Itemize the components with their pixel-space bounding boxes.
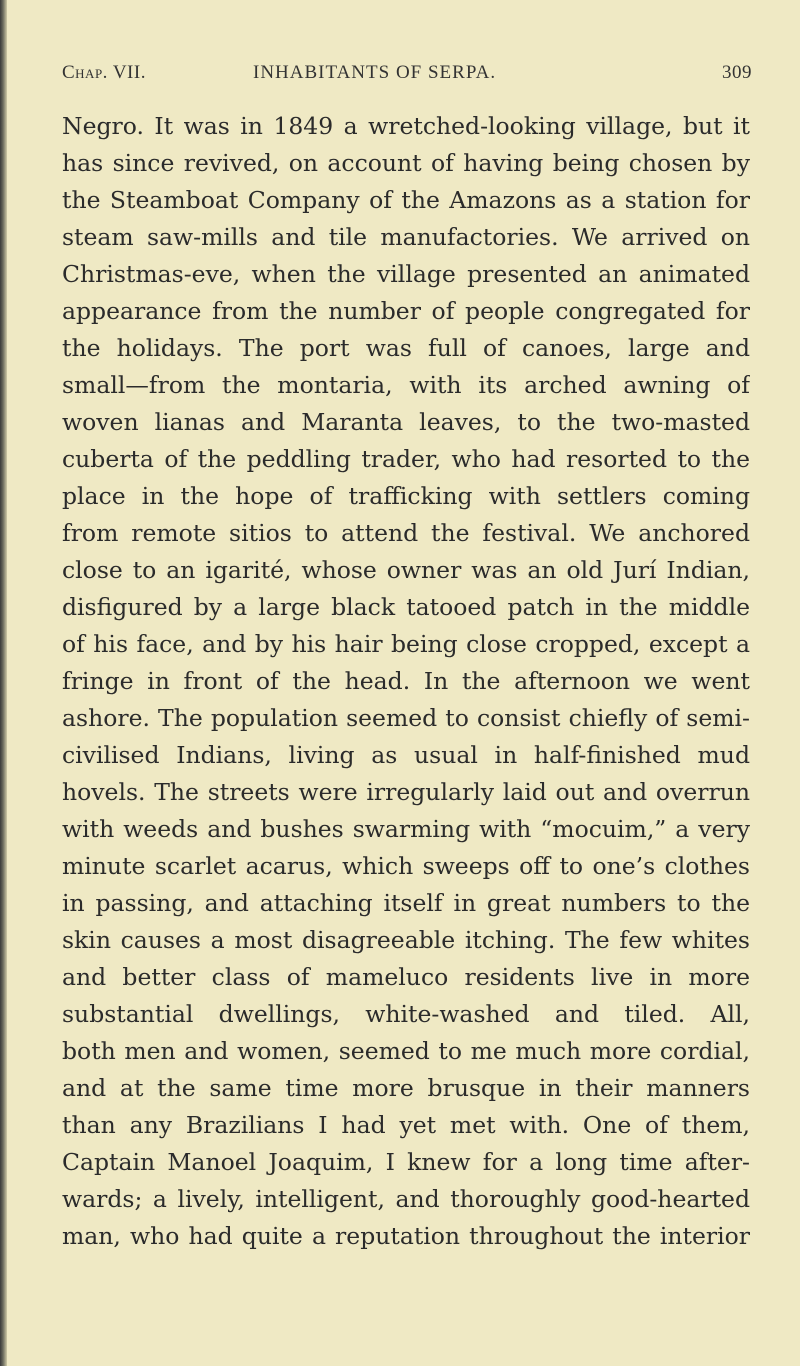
running-head	[62, 62, 752, 90]
text-line: steam saw-mills and tile manufactories. We arrived on	[62, 223, 750, 251]
text-line: disfigured by a large black tatooed patch in the middle	[62, 593, 750, 621]
body-text	[62, 108, 750, 1255]
text-line: appearance from the number of people congregated for	[62, 297, 750, 325]
text-line: skin causes a most disagreeable itching. The few whites	[62, 926, 750, 954]
text-line: civilised Indians, living as usual in half-finished mud	[62, 741, 750, 769]
text-line: has since revived, on account of having being chosen by	[62, 149, 750, 177]
text-line: minute scarlet acarus, which sweeps off to one’s clothes	[62, 852, 750, 880]
text-line: with weeds and bushes swarming with “mocuim,” a very	[62, 815, 750, 843]
text-line: cuberta of the peddling trader, who had resorted to the	[62, 445, 750, 473]
text-line: from remote sitios to attend the festival. We anchored	[62, 519, 750, 547]
text-line: Negro. It was in 1849 a wretched-looking village, but it	[62, 112, 750, 140]
text-line: small—from the montaria, with its arched awning of	[62, 371, 750, 399]
binding-edge	[0, 0, 7, 1366]
running-title: INHABITANTS OF SERPA.	[253, 62, 497, 83]
text-line: hovels. The streets were irregularly laid out and overrun	[62, 778, 750, 806]
text-line: close to an igarité, whose owner was an old Jurí Indian,	[62, 556, 750, 584]
text-line: ashore. The population seemed to consist chiefly of semi-	[62, 704, 750, 732]
page-number: 309	[722, 62, 752, 83]
text-line: the Steamboat Company of the Amazons as a station for	[62, 186, 750, 214]
text-line: Christmas-eve, when the village presented an animated	[62, 260, 750, 288]
text-line: both men and women, seemed to me much more cordial,	[62, 1037, 750, 1065]
text-line: the holidays. The port was full of canoes, large and	[62, 334, 750, 362]
text-line: than any Brazilians I had yet met with. One of them,	[62, 1111, 750, 1139]
text-line: of his face, and by his hair being close cropped, except a	[62, 630, 750, 658]
text-line: and at the same time more brusque in their manners	[62, 1074, 750, 1102]
text-line: in passing, and attaching itself in great numbers to the	[62, 889, 750, 917]
text-line: woven lianas and Maranta leaves, to the two-masted	[62, 408, 750, 436]
text-line: and better class of mameluco residents live in more	[62, 963, 750, 991]
text-line: place in the hope of trafficking with settlers coming	[62, 482, 750, 510]
text-line: substantial dwellings, white-washed and tiled. All,	[62, 1000, 750, 1028]
text-line: wards; a lively, intelligent, and thoroughly good-hearted	[62, 1185, 750, 1213]
text-line: Captain Manoel Joaquim, I knew for a long time after-	[62, 1148, 750, 1176]
text-line: fringe in front of the head. In the afternoon we went	[62, 667, 750, 695]
text-line: man, who had quite a reputation throughout the interior	[62, 1222, 750, 1250]
chapter-label: Chap. VII.	[62, 62, 146, 83]
